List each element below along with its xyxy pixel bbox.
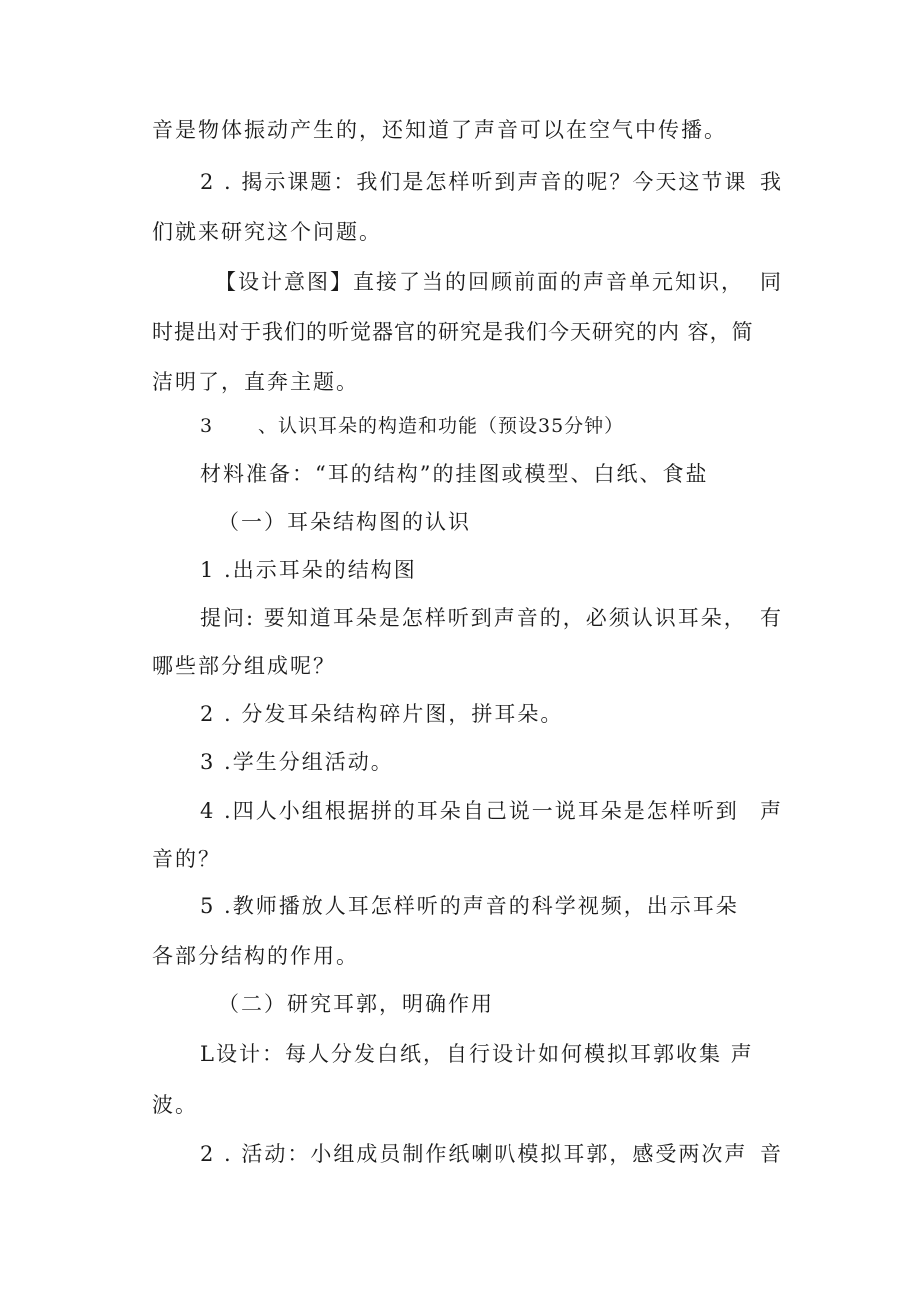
text-line: 有: [760, 606, 783, 630]
text-line: 【设计意图】直接了当的回顾前面的声音单元知识，: [215, 270, 744, 294]
text-line: 2 . 分发耳朵结构碎片图，拼耳朵。: [200, 702, 564, 726]
text-line: 提问: 要知道耳朵是怎样听到声音的，必须认识耳朵，: [200, 606, 747, 630]
text-line: L设计：每人分发白纸，自行设计如何模拟耳郭收集 声: [200, 1042, 754, 1066]
text-line: 音: [760, 1142, 783, 1166]
text-line: 声: [760, 799, 783, 823]
text-line: （一）耳朵结构图的认识: [218, 510, 471, 534]
text-line: 1 .出示耳朵的结构图: [200, 558, 417, 582]
text-line: 2 . 活动：小组成员制作纸喇叭模拟耳郭，感受两次声: [200, 1142, 748, 1166]
text-line: 4 .四人小组根据拼的耳朵自己说一说耳朵是怎样听到: [200, 799, 739, 823]
text-line: 、认识耳朵的构造和功能（预设35分钟）: [258, 415, 625, 437]
text-line: 们就来研究这个问题。: [152, 220, 382, 244]
text-line: 同: [760, 270, 783, 294]
text-line: 2 . 揭示课题：我们是怎样听到声音的呢？今天这节课: [200, 170, 748, 194]
text-line: 哪些部分组成呢？: [152, 654, 336, 678]
text-line: 3: [200, 415, 215, 437]
text-line: 音的？: [152, 847, 221, 871]
text-line: 波。: [152, 1093, 198, 1117]
text-line: 时提出对于我们的听觉器官的研究是我们今天研究的内 容，简: [152, 320, 754, 344]
text-line: （二）研究耳郭，明确作用: [218, 992, 494, 1016]
text-line: 3 .学生分组活动。: [200, 750, 394, 774]
text-line: 各部分结构的作用。: [152, 944, 359, 968]
text-line: 5 .教师播放人耳怎样听的声音的科学视频，出示耳朵: [200, 894, 739, 918]
text-line: 我: [760, 170, 783, 194]
text-line: 洁明了，直奔主题。: [152, 370, 359, 394]
text-line: 材料准备：“耳的结构”的挂图或模型、白纸、食盐: [200, 462, 709, 486]
text-line: 音是物体振动产生的，还知道了声音可以在空气中传播。: [152, 118, 727, 142]
